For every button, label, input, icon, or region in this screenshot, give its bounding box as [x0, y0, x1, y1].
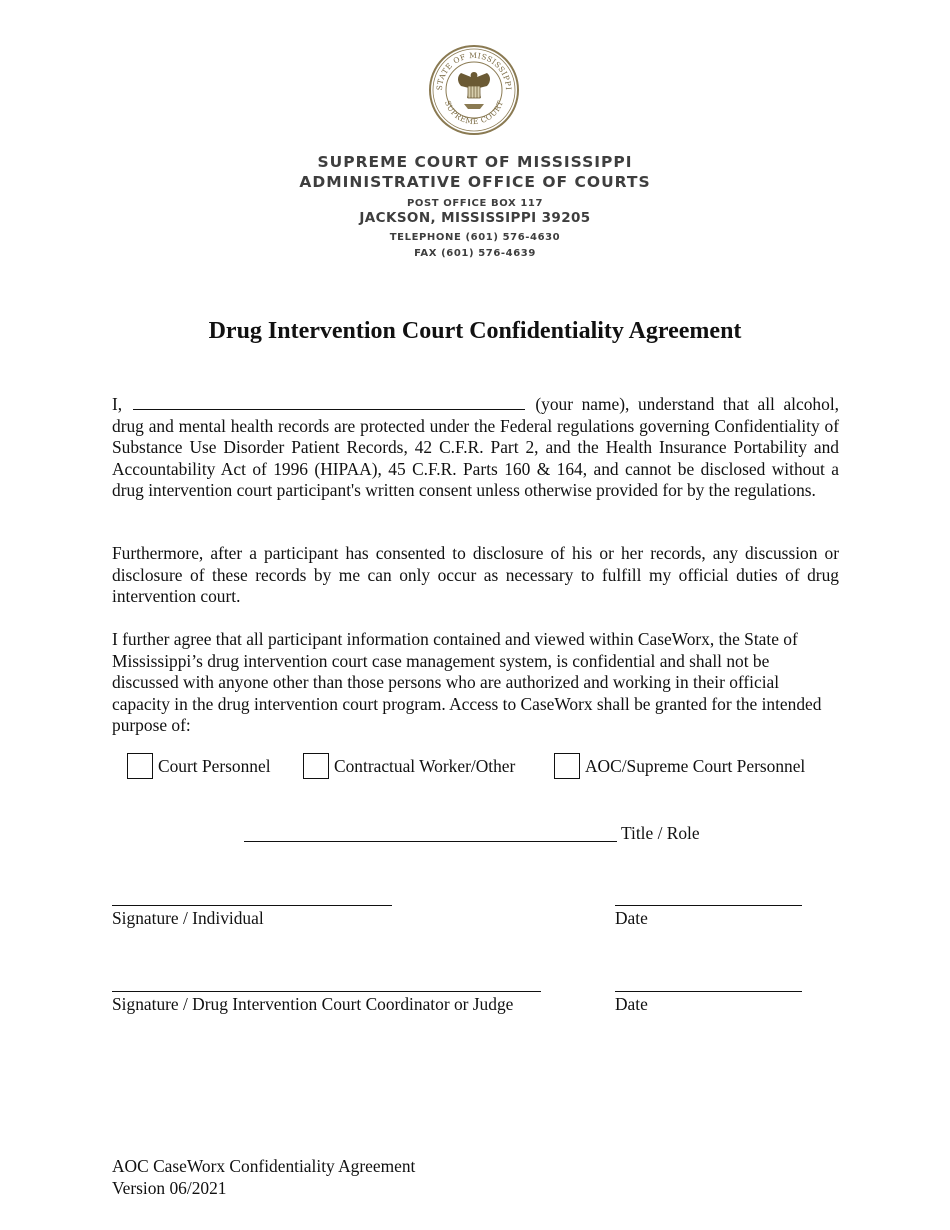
document-title: Drug Intervention Court Confidentiality Agreement [208, 318, 742, 344]
signature-coordinator-field[interactable] [112, 991, 541, 992]
checkbox-aoc-personnel[interactable] [554, 753, 580, 779]
option-aoc-personnel[interactable] [554, 751, 805, 781]
date-coordinator-field[interactable] [615, 991, 802, 992]
date-individual-field[interactable] [615, 905, 802, 906]
footer-version: Version 06/2021 [112, 1178, 227, 1198]
signature-coordinator-label: Signature / Drug Intervention Court Coordinator or Judge [112, 994, 514, 1014]
date-coordinator-label: Date [615, 994, 648, 1014]
signature-individual-field[interactable] [112, 905, 392, 906]
paragraph-body: (your name), understand that all alcohol, drug and mental health records are protected under the Federal regulations governing Confidentiality of Substance Use Disorder Patient Records, 42 C.F.R. Part 2, and the Health Insurance Portability and Accountability Act of 1996 (HIPAA), 45 C.F.R. Parts 160 & 164, and cannot be disclosed without a drug intervention court participant's written consent unless otherwise provided for by the regulations. [112, 394, 839, 500]
letterhead-telephone: TELEPHONE (601) 576-4630 [389, 232, 561, 243]
footer-document-name: AOC CaseWorx Confidentiality Agreement [112, 1156, 416, 1176]
option-court-personnel[interactable] [127, 751, 271, 781]
letterhead-court-name: SUPREME COURT OF MISSISSIPPI [317, 153, 633, 171]
letterhead-office-name: ADMINISTRATIVE OFFICE OF COURTS [299, 173, 651, 191]
checkbox-court-personnel[interactable] [127, 753, 153, 779]
svg-text:STATE OF MISSISSIPPI: STATE OF MISSISSIPPI [434, 50, 514, 91]
svg-text:SUPREME COURT: SUPREME COURT [443, 99, 505, 127]
paragraph-disclosure: Furthermore, after a participant has consented to disclosure of his or her records, any discussion or disclosure of these records by me can only occur as necessary to fulfill my official duties of drug intervention court. [112, 543, 839, 606]
checkbox-contractual-worker[interactable] [303, 753, 329, 779]
option-label: Contractual Worker/Other [334, 756, 516, 776]
supreme-court-seal [428, 44, 520, 136]
letterhead-city: JACKSON, MISSISSIPPI 39205 [359, 210, 591, 226]
title-role-label: Title / Role [621, 823, 700, 843]
paragraph-records-protection [112, 394, 839, 502]
letterhead-po-box: POST OFFICE BOX 117 [406, 198, 544, 209]
paragraph-prefix: I, [112, 394, 123, 414]
your-name-field[interactable] [133, 395, 525, 410]
signature-individual-label: Signature / Individual [112, 908, 264, 928]
date-individual-label: Date [615, 908, 648, 928]
option-label: AOC/Supreme Court Personnel [585, 756, 806, 776]
option-label: Court Personnel [158, 756, 271, 776]
option-contractual-worker[interactable] [303, 751, 515, 781]
title-role-field[interactable] [244, 841, 617, 842]
paragraph-caseworx: I further agree that all participant information contained and viewed within CaseWorx, the State of Mississippi’s drug intervention court case management system, is confidential and shall not be discussed with anyone other than those persons who are authorized and working in their official capacity in the drug intervention court program. Access to CaseWorx shall be granted for the intended purpose of: [112, 629, 822, 735]
letterhead-fax: FAX (601) 576-4639 [414, 248, 536, 259]
